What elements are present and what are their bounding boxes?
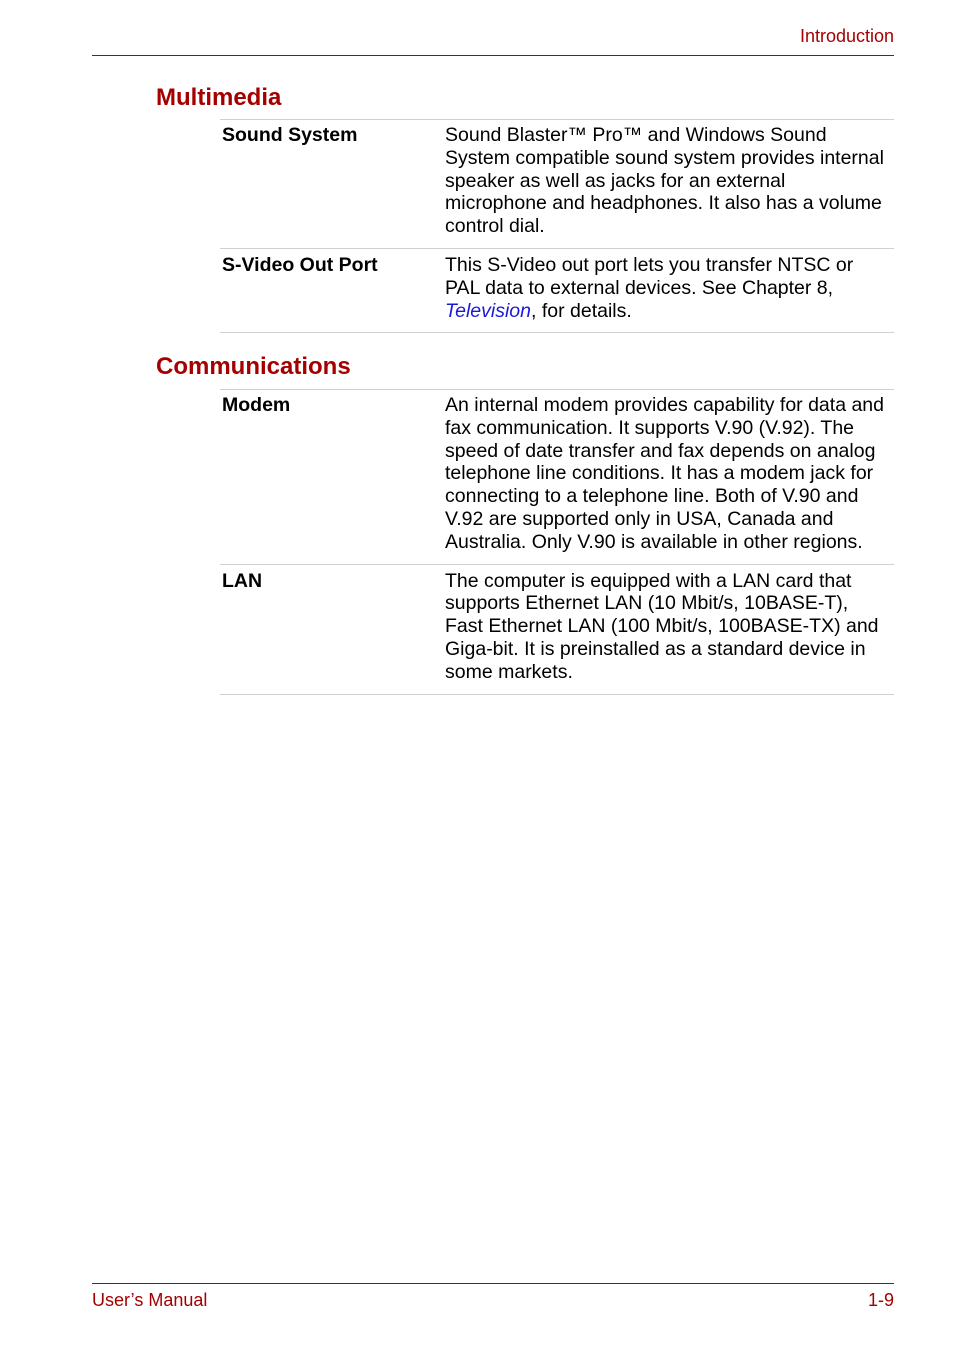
desc-text: This S-Video out port lets you transfer NTSC or PAL data to external devices. See Chapter 8,	[445, 253, 854, 299]
footer-rule	[92, 1283, 894, 1284]
table-row	[220, 390, 894, 565]
header-rule	[92, 55, 894, 56]
spec-label: Sound System	[222, 124, 358, 146]
running-header: Introduction	[799, 26, 894, 46]
spec-description: An internal modem provides capability for data and fax communication. It supports V.90 (V.92). The speed of date transfer and fax depends on analog telephone line conditions. It has a modem jack for connecting to a telephone line. Both of V.90 and V.92 are supported only in USA, Canada and Australia. Only V.90 is available in other regions.	[445, 394, 884, 553]
spec-description: Sound Blaster™ Pro™ and Windows Sound System compatible sound system provides internal speaker as well as jacks for an external microphone and headphones. It also has a volume control dial.	[445, 124, 884, 238]
television-link[interactable]: Television	[445, 299, 531, 322]
multimedia-table	[220, 119, 894, 333]
communications-table	[220, 389, 894, 695]
spec-description: The computer is equipped with a LAN card that supports Ethernet LAN (10 Mbit/s, 10BASE-T), Fast Ethernet LAN (100 Mbit/s, 100BASE-TX) and Giga-bit. It is preinstalled as a standard device in some markets.	[445, 569, 879, 683]
spec-label: Modem	[222, 394, 291, 416]
table-row	[220, 565, 894, 695]
desc-text: , for details.	[531, 299, 632, 322]
section-title-communications: Communications	[156, 353, 351, 380]
page-number: 1-9	[867, 1290, 894, 1310]
table-row	[220, 249, 894, 333]
spec-label: S-Video Out Port	[222, 253, 378, 276]
section-title-multimedia: Multimedia	[156, 84, 282, 111]
footer-manual-title: User’s Manual	[92, 1290, 208, 1310]
spec-label: LAN	[222, 569, 263, 592]
table-row	[220, 120, 894, 249]
spec-description	[445, 254, 894, 322]
